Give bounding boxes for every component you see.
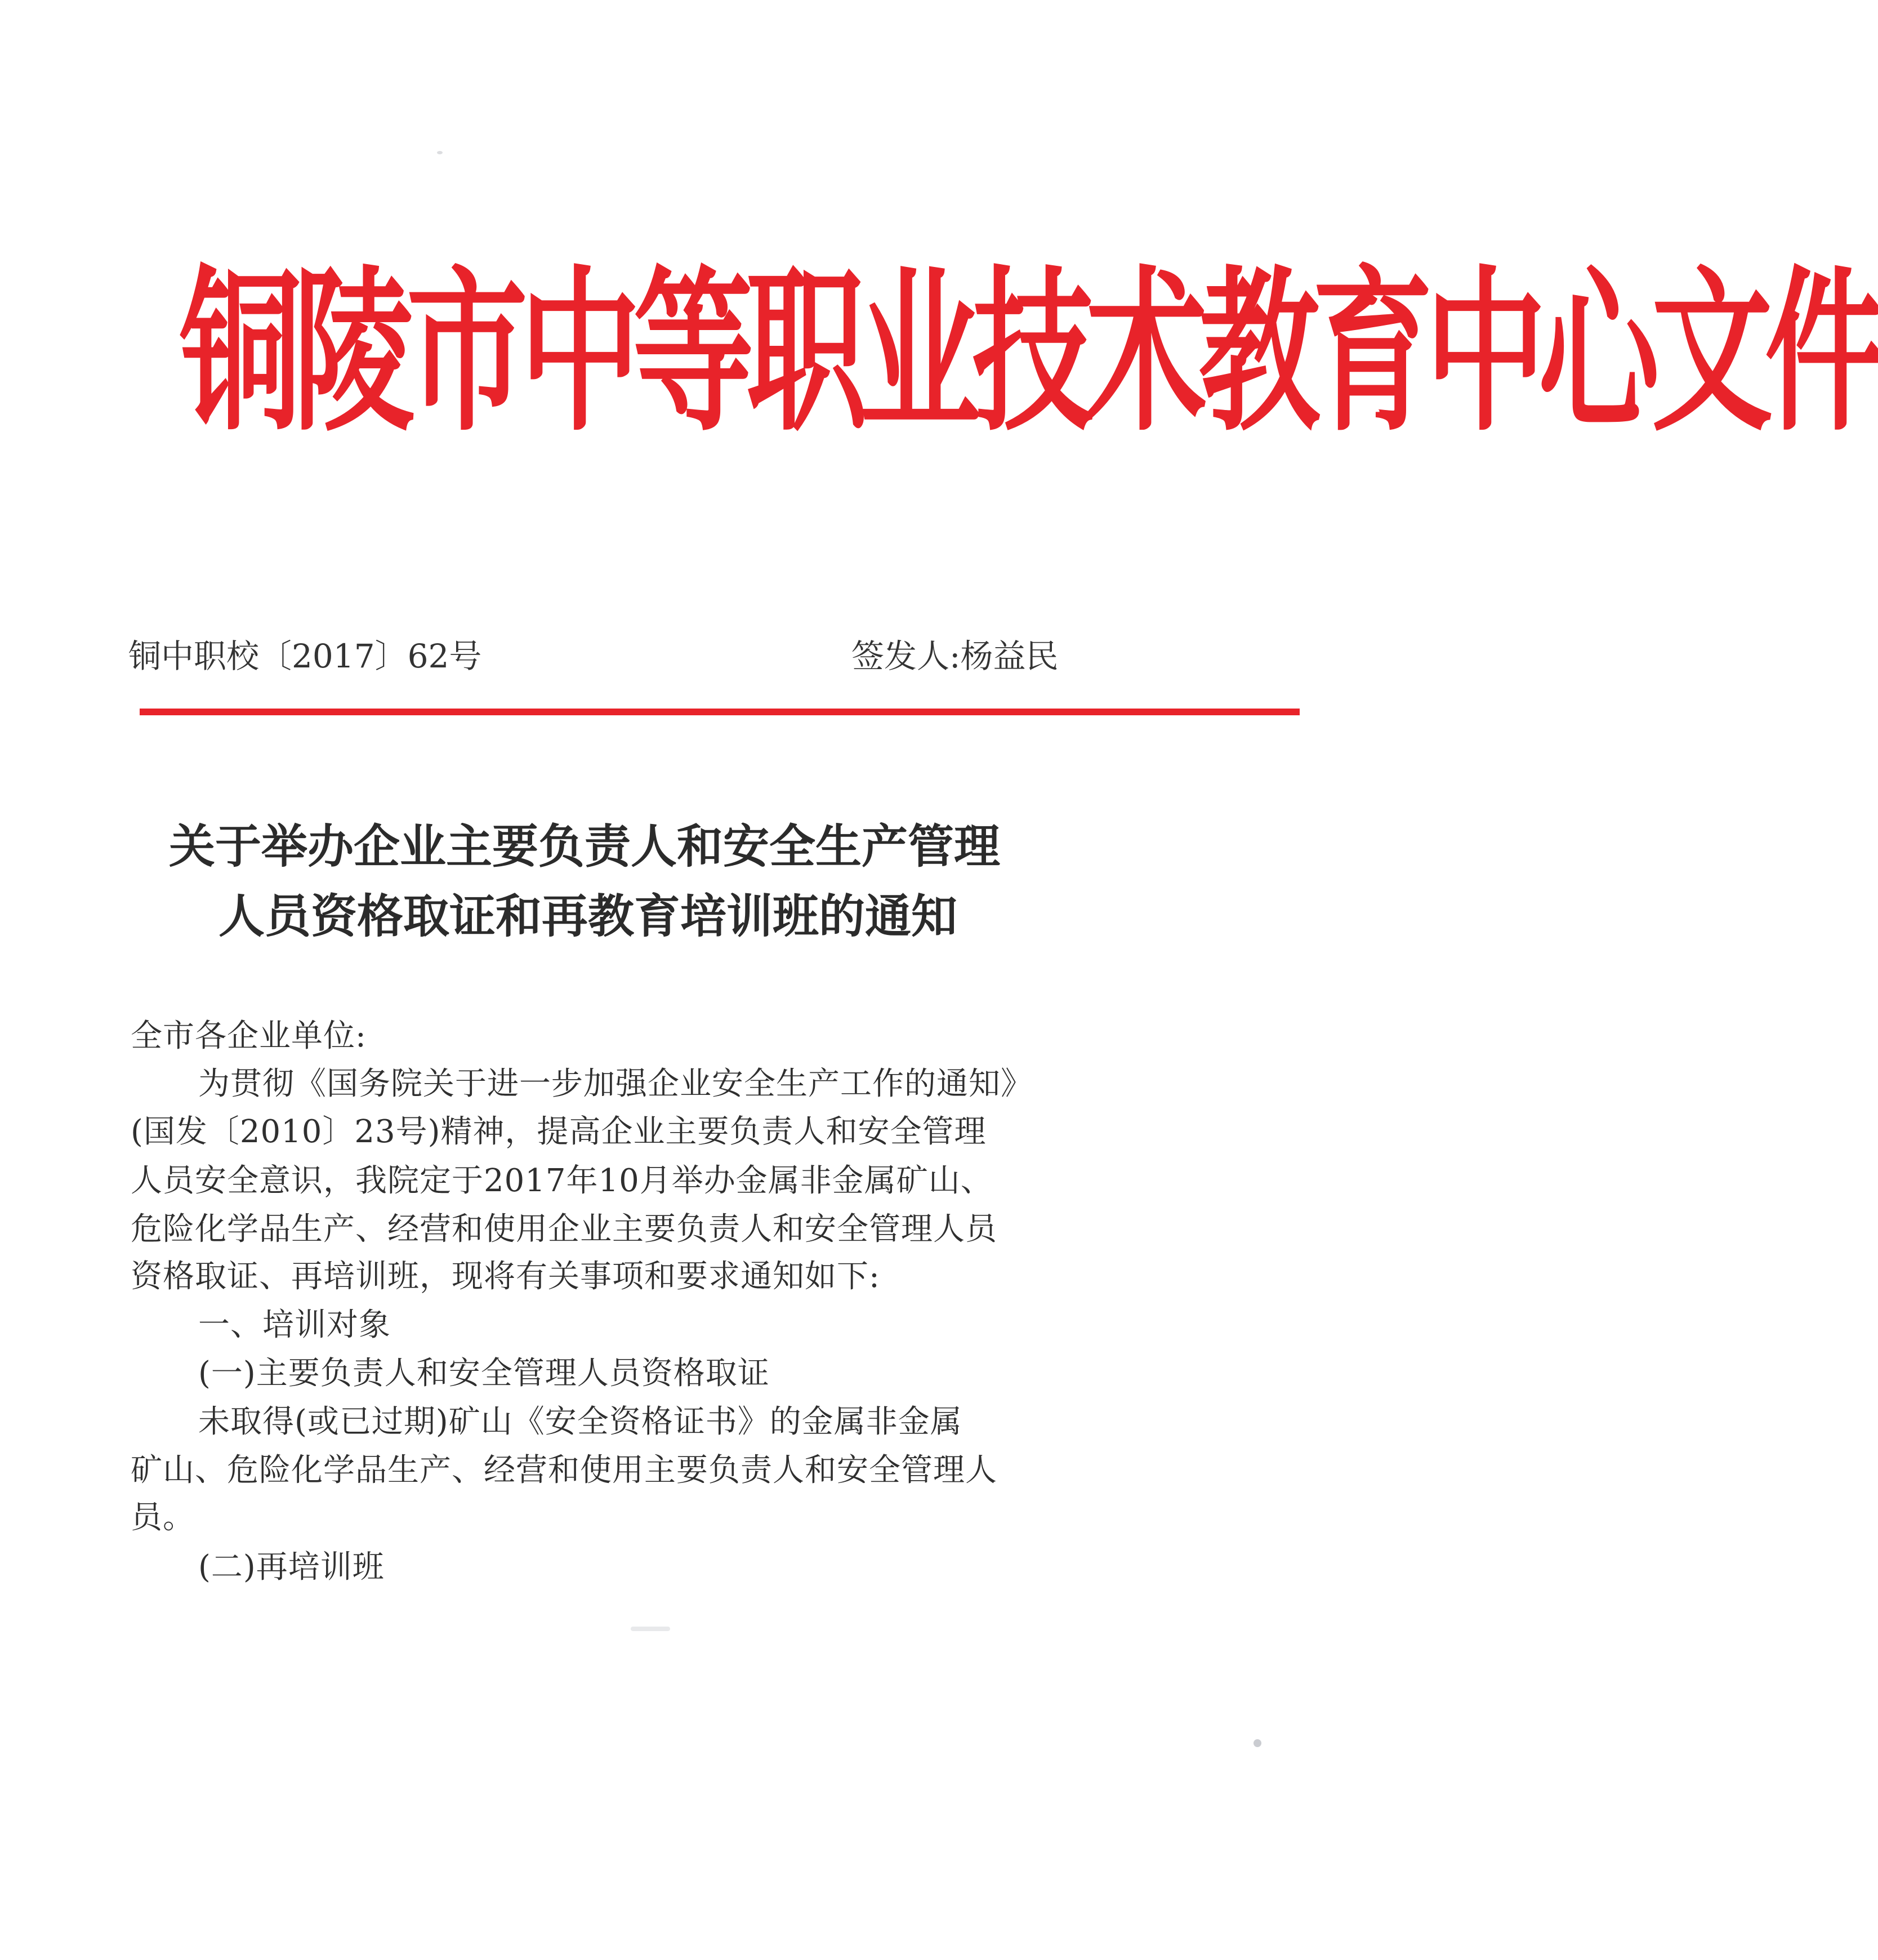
- body-line: 资格取证、再培训班，现将有关事项和要求通知如下:: [131, 1258, 880, 1295]
- section-heading: 一、培训对象: [198, 1307, 391, 1343]
- body-line: 员。: [131, 1499, 195, 1536]
- org-header-title: 铜陵市中等职业技术教育中心文件: [180, 250, 1878, 455]
- body-line: 危险化学品生产、经营和使用企业主要负责人和安全管理人员: [131, 1211, 997, 1248]
- body-line: 未取得(或已过期)矿山《安全资格证书》的金属非金属: [198, 1404, 962, 1440]
- signer-label: 签发人:杨益民: [851, 637, 1059, 675]
- document-number: 铜中职校〔2017〕62号: [128, 637, 482, 675]
- scan-speck: [1254, 1739, 1261, 1747]
- notice-title-line-2: 人员资格取证和再教育培训班的通知: [218, 890, 958, 943]
- body-line: 人员安全意识，我院定于2017年10月举办金属非金属矿山、: [131, 1162, 993, 1199]
- subsection-heading: (二)再培训班: [198, 1549, 385, 1585]
- scan-speck: [437, 151, 443, 154]
- red-divider-rule: [140, 709, 1300, 715]
- body-line: (国发〔2010〕23号)精神，提高企业主要负责人和安全管理: [131, 1113, 987, 1150]
- subsection-heading: (一)主要负责人和安全管理人员资格取证: [198, 1355, 770, 1392]
- scan-speck: [631, 1627, 670, 1631]
- salutation: 全市各企业单位:: [131, 1018, 367, 1054]
- notice-title-line-1: 关于举办企业主要负责人和安全生产管理: [169, 820, 1001, 874]
- body-line: 矿山、危险化学品生产、经营和使用主要负责人和安全管理人: [131, 1452, 997, 1489]
- body-line: 为贯彻《国务院关于进一步加强企业安全生产工作的通知》: [198, 1066, 1033, 1102]
- show-through-text: [315, 214, 1273, 237]
